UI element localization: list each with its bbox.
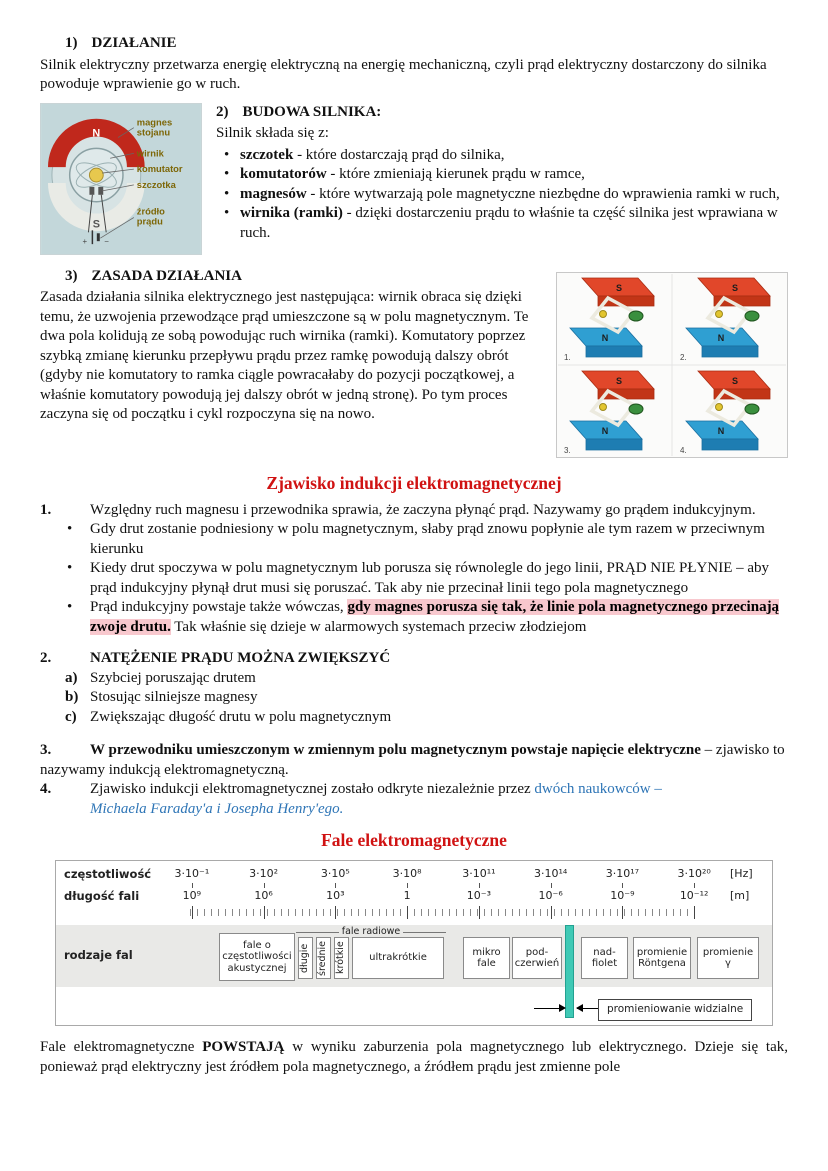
item4-number: 4. [40,781,52,798]
list-item: • Kiedy drut spoczywa w polu magnetycznym lub porusza się równolegle do jego linii, PRĄD NIE PŁYNIE – aby prąd indukcyjny płynął drut musi się poruszać. Tak aby nie przecinał linii tego pola magnetycznego [40,559,788,598]
item2-subitems [40,669,788,728]
wave-type-ultrashort: ultrakrótkie [352,937,444,979]
visible-arrowhead-right [559,1004,566,1012]
list-item: • Gdy drut zostanie podniesiony w polu magnetycznym, słaby prąd znowu popłynie ale tym razem w przeciwnym kierunku [40,520,788,559]
item3-bold: W przewodniku umieszczonym w zmiennym polu magnetycznym powstaje napięcie elektryczne [90,742,701,759]
wave-type-microwave: mikro fale [463,937,510,979]
part-term: wirnika (ramki) [240,205,343,221]
section3-body: Zasada działania silnika elektrycznego jest następująca: wirnik obraca się dzięki temu, że uzwojenia przewodzące prąd umieszczone są w polu magnetycznym. Te dwa pola kolidują ze sobą powodując ruch wirnika (ramki). Komutatory poprzez szybką zmianę kierunku przepływu prądu przez ramkę powodują dalszy obrót (gdyby nie komutatory to ramka ciągle powracałaby do pozycji początkowej, a właśnie komutatory powodują jej dalszy obrót w jedną stronę). Po tym proces zaczyna się od początku i cykl rozpoczyna się na nowo. [40,289,529,422]
bullet3-pre: Prąd indukcyjny powstaje także wówczas, [90,599,348,616]
item1-number: 1. [40,501,52,518]
footer-bold: POWSTAJĄ [202,1039,285,1055]
frequency-value: 3·10¹¹ [462,867,496,881]
wavelength-value: 10⁹ [182,889,202,903]
induction-item-2 [40,649,788,669]
battery-plus-sign: + [82,236,88,246]
list-item [216,165,788,185]
em-spectrum-chart [55,860,773,1026]
motor-stages-figure [556,272,788,458]
subitem-text: Zwiększając długość drutu w polu magnetycznym [90,708,392,725]
section2-content [216,103,788,255]
highlighted-text: gdy magnes porusza się tak, że linie pola magnetycznego przecinają zwoje drutu. [90,599,780,635]
frequency-value: 3·10¹⁷ [605,867,640,881]
visible-arrowhead-left [576,1004,583,1012]
wavelength-value: 10⁻⁶ [538,889,563,903]
frequency-value: 3·10⁸ [392,867,422,881]
section2-intro: Silnik składa się z: [216,125,329,141]
list-item [216,146,788,166]
item2-title [90,649,788,669]
stage4-number: 4. [680,446,687,455]
item4-pre: Zjawisko indukcji elektromagnetycznej zostało odkryte niezależnie przez [90,781,535,798]
frequency-row [56,867,772,882]
frequency-label: częstotliwość [64,867,152,881]
item4-text [90,780,788,819]
visible-light-bar [565,925,574,1018]
waves-paragraph [40,1038,788,1077]
item3-rest: – zjawisko to nazywamy indukcją elektromagnetyczną. [40,742,785,778]
list-item [216,204,788,243]
part-desc: - które zmieniają kierunek prądu w ramce, [326,166,585,182]
wavelength-value: 10³ [326,889,345,903]
subitem-a [40,669,788,689]
section2-title: BUDOWA SILNIKA: [242,103,382,120]
motor-diagram-figure [40,103,202,255]
list-item [216,185,788,205]
motor-diagram-image [40,103,202,255]
section2-number: 2) [216,103,229,120]
part-desc: - które wytwarzają pole magnetyczne niezbędne do wprawienia ramki w ruch, [306,185,780,202]
stage3-s-label: S [615,376,623,386]
wave-type-xray: promienie Röntgena [633,937,691,979]
stage3-n-label: N [601,426,609,436]
part-desc: - które dostarczają prąd do silnika, [293,146,505,163]
part-term: komutatorów [240,166,327,182]
stage1-n-label: N [601,333,609,343]
footer-pre: Fale elektromagnetyczne [40,1039,203,1055]
bullet3-post: Tak właśnie się dzieje w alarmowych systemach przeciw złodziejom [170,618,587,635]
item1-text: Względny ruch magnesu i przewodnika sprawia, że zaczyna płynąć prąd. Nazywamy go prądem indukcyjnym. [90,501,756,518]
induction-heading: Zjawisko indukcji elektromagnetycznej [266,473,562,493]
frequency-value: 3·10²⁰ [677,867,711,881]
stage1-number: 1. [564,353,571,362]
wave-type-acoustic: fale o częstotliwości akustycznej [219,933,295,981]
subitem-c [40,708,788,728]
induction-item-4 [40,780,788,819]
visible-arrow-line-left [534,1008,562,1009]
footer-post: w wyniku zaburzenia pola magnetycznego lub elektrycznego. Dzieje się tak, ponieważ prąd elektryczny jest źródłem pola magnetycznego, a źródłem prądu jest zmienne pole [40,1039,788,1075]
stage2-n-label: N [717,333,725,343]
wave-types-label: rodzaje fal [64,948,133,962]
motor-parts-list [216,146,788,244]
figure-label-magnes-1: magnes [136,117,173,128]
section3-number: 3) [65,267,78,284]
section-fale [40,829,788,1077]
wave-type-medium: średnie [316,937,331,979]
wave-type-gamma: promienie γ [697,937,759,979]
list-item [40,598,788,637]
stage1-s-label: S [615,283,623,293]
wavelength-value: 10⁶ [254,889,273,903]
part-desc: - dzięki dostarczeniu prądu to właśnie ta część silnika jest wprawiana w ruch. [240,205,778,241]
frequency-value: 3·10² [249,867,279,881]
stage4-s-label: S [731,376,739,386]
scale-ruler [156,906,730,919]
frequency-unit: [Hz] [730,867,753,881]
wavelength-row [56,889,772,904]
item2-number: 2. [40,650,52,667]
section-budowa [40,103,788,255]
frequency-value: 3·10⁻¹ [174,867,210,881]
wave-types-band [56,925,772,987]
figure-label-komutator: komutator [136,163,183,174]
part-term: magnesów [240,185,307,202]
stage2-number: 2. [680,353,687,362]
figure-label-zrodlo-1: źródło [136,206,165,217]
frequency-value: 3·10¹⁴ [533,867,568,881]
figure-label-szczotka: szczotka [136,179,176,190]
section-indukcja [40,472,788,819]
section3-body-wrap [40,283,788,462]
wavelength-label: długość fali [64,889,140,903]
section1-number: 1) [65,35,78,51]
stage3-number: 3. [564,446,571,455]
visible-light-label: promieniowanie widzialne [598,999,752,1021]
north-pole-label: N [92,127,101,140]
subitem-marker: c) [65,708,77,725]
wavelength-unit: [m] [730,889,750,903]
stage2-s-label: S [731,283,739,293]
figure-label-wirnik: wirnik [136,147,164,158]
frequency-ticks [156,883,730,888]
section-zasada [40,267,788,463]
section1-body: Silnik elektryczny przetwarza energię elektryczną na energię mechaniczną, czyli prąd elektryczny dostarczony do silnika powoduje wprawienie go w ruch. [40,56,767,92]
wavelength-value: 10⁻³ [466,889,491,903]
wave-type-long: długie [298,937,313,979]
subitem-marker: b) [65,689,79,706]
subitem-text: Szybciej poruszając drutem [90,669,256,686]
section1-title: DZIAŁANIE [91,35,177,51]
induction-item-1 [40,501,788,521]
wave-type-short: krótkie [334,937,349,979]
induction-item-3 [40,741,788,780]
wavelength-value: 1 [403,889,411,903]
induction-bullets [40,520,788,637]
scientists-text: dwóch naukowców – [534,781,662,798]
subitem-marker: a) [65,669,78,686]
wavelength-value: 10⁻⁹ [610,889,635,903]
subitem-b [40,688,788,708]
section-dzialanie [40,34,788,95]
battery-minus-sign: − [104,236,109,246]
wavelength-value: 10⁻¹² [679,889,709,903]
subitem-text: Stosując silniejsze magnesy [90,689,258,706]
scientists-names: Michaela Faraday'a i Josepha Henry'ego. [90,800,344,817]
item3-number: 3. [40,742,52,759]
stage4-n-label: N [717,426,725,436]
item2-title-text: NATĘŻENIE PRĄDU MOŻNA ZWIĘKSZYĆ [90,650,391,667]
section3-title: ZASADA DZIAŁANIA [91,267,242,284]
south-pole-label: S [92,217,100,230]
figure-label-magnes-2: stojanu [136,127,171,138]
motor-stages-image [556,272,788,458]
radio-waves-text: fale radiowe [341,926,401,937]
section2-heading [216,103,788,123]
frequency-value: 3·10⁵ [320,867,350,881]
section1-heading [40,34,788,54]
wave-type-infrared: pod- czerwień [512,937,562,979]
part-term: szczotek [240,146,294,163]
waves-heading: Fale elektromagnetyczne [321,830,507,851]
wave-type-ultraviolet: nad- fiolet [581,937,628,979]
figure-label-zrodlo-2: prądu [136,215,163,226]
